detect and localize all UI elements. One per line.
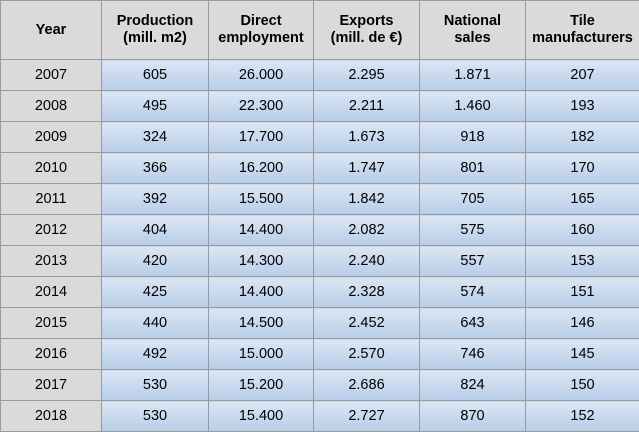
cell-production: 420: [102, 246, 209, 277]
header-national-sales: National sales: [420, 1, 526, 60]
cell-direct-employment: 22.300: [209, 91, 314, 122]
cell-direct-employment: 16.200: [209, 153, 314, 184]
cell-tile-manufacturers: 170: [526, 153, 639, 184]
cell-year: 2011: [1, 184, 102, 215]
cell-national-sales: 918: [420, 122, 526, 153]
cell-year: 2008: [1, 91, 102, 122]
cell-year: 2013: [1, 246, 102, 277]
table-row: [1, 246, 639, 277]
cell-year: 2010: [1, 153, 102, 184]
header-tile-manufacturers: Tile manufacturers: [526, 1, 639, 60]
cell-national-sales: 870: [420, 401, 526, 432]
cell-year: 2009: [1, 122, 102, 153]
cell-tile-manufacturers: 165: [526, 184, 639, 215]
cell-direct-employment: 17.700: [209, 122, 314, 153]
cell-exports: 2.328: [314, 277, 420, 308]
cell-production: 392: [102, 184, 209, 215]
cell-national-sales: 643: [420, 308, 526, 339]
cell-production: 324: [102, 122, 209, 153]
header-exports: Exports (mill. de €): [314, 1, 420, 60]
cell-tile-manufacturers: 193: [526, 91, 639, 122]
cell-production: 425: [102, 277, 209, 308]
cell-tile-manufacturers: 207: [526, 60, 639, 91]
cell-national-sales: 824: [420, 370, 526, 401]
cell-production: 404: [102, 215, 209, 246]
cell-tile-manufacturers: 151: [526, 277, 639, 308]
cell-national-sales: 575: [420, 215, 526, 246]
cell-production: 440: [102, 308, 209, 339]
cell-national-sales: 801: [420, 153, 526, 184]
cell-direct-employment: 14.500: [209, 308, 314, 339]
header-direct-employment: Direct employment: [209, 1, 314, 60]
table-row: [1, 339, 639, 370]
cell-year: 2015: [1, 308, 102, 339]
cell-exports: 2.570: [314, 339, 420, 370]
cell-national-sales: 1.871: [420, 60, 526, 91]
cell-production: 530: [102, 401, 209, 432]
table-row: [1, 60, 639, 91]
cell-tile-manufacturers: 182: [526, 122, 639, 153]
cell-direct-employment: 15.400: [209, 401, 314, 432]
cell-exports: 2.082: [314, 215, 420, 246]
cell-year: 2014: [1, 277, 102, 308]
table-row: [1, 122, 639, 153]
cell-exports: 1.673: [314, 122, 420, 153]
cell-exports: 2.686: [314, 370, 420, 401]
table-row: [1, 308, 639, 339]
header-row: [1, 1, 639, 60]
cell-year: 2017: [1, 370, 102, 401]
cell-production: 605: [102, 60, 209, 91]
cell-year: 2012: [1, 215, 102, 246]
cell-production: 530: [102, 370, 209, 401]
cell-exports: 2.211: [314, 91, 420, 122]
cell-tile-manufacturers: 150: [526, 370, 639, 401]
cell-direct-employment: 15.000: [209, 339, 314, 370]
cell-year: 2007: [1, 60, 102, 91]
header-year: Year: [1, 1, 102, 60]
table-row: [1, 91, 639, 122]
table-row: [1, 277, 639, 308]
cell-direct-employment: 14.400: [209, 277, 314, 308]
table-body: [1, 60, 639, 432]
cell-exports: 1.842: [314, 184, 420, 215]
cell-year: 2018: [1, 401, 102, 432]
cell-exports: 1.747: [314, 153, 420, 184]
cell-production: 366: [102, 153, 209, 184]
cell-exports: 2.295: [314, 60, 420, 91]
table-row: [1, 153, 639, 184]
table-row: [1, 401, 639, 432]
cell-national-sales: 705: [420, 184, 526, 215]
cell-production: 495: [102, 91, 209, 122]
cell-tile-manufacturers: 152: [526, 401, 639, 432]
table-row: [1, 184, 639, 215]
cell-direct-employment: 15.200: [209, 370, 314, 401]
cell-tile-manufacturers: 145: [526, 339, 639, 370]
cell-exports: 2.727: [314, 401, 420, 432]
cell-tile-manufacturers: 146: [526, 308, 639, 339]
cell-direct-employment: 14.400: [209, 215, 314, 246]
table-row: [1, 370, 639, 401]
cell-direct-employment: 14.300: [209, 246, 314, 277]
cell-tile-manufacturers: 160: [526, 215, 639, 246]
header-production: Production (mill. m2): [102, 1, 209, 60]
cell-exports: 2.240: [314, 246, 420, 277]
cell-national-sales: 1.460: [420, 91, 526, 122]
cell-direct-employment: 15.500: [209, 184, 314, 215]
table-row: [1, 215, 639, 246]
cell-national-sales: 574: [420, 277, 526, 308]
cell-direct-employment: 26.000: [209, 60, 314, 91]
cell-production: 492: [102, 339, 209, 370]
cell-national-sales: 746: [420, 339, 526, 370]
cell-tile-manufacturers: 153: [526, 246, 639, 277]
cell-year: 2016: [1, 339, 102, 370]
cell-exports: 2.452: [314, 308, 420, 339]
cell-national-sales: 557: [420, 246, 526, 277]
